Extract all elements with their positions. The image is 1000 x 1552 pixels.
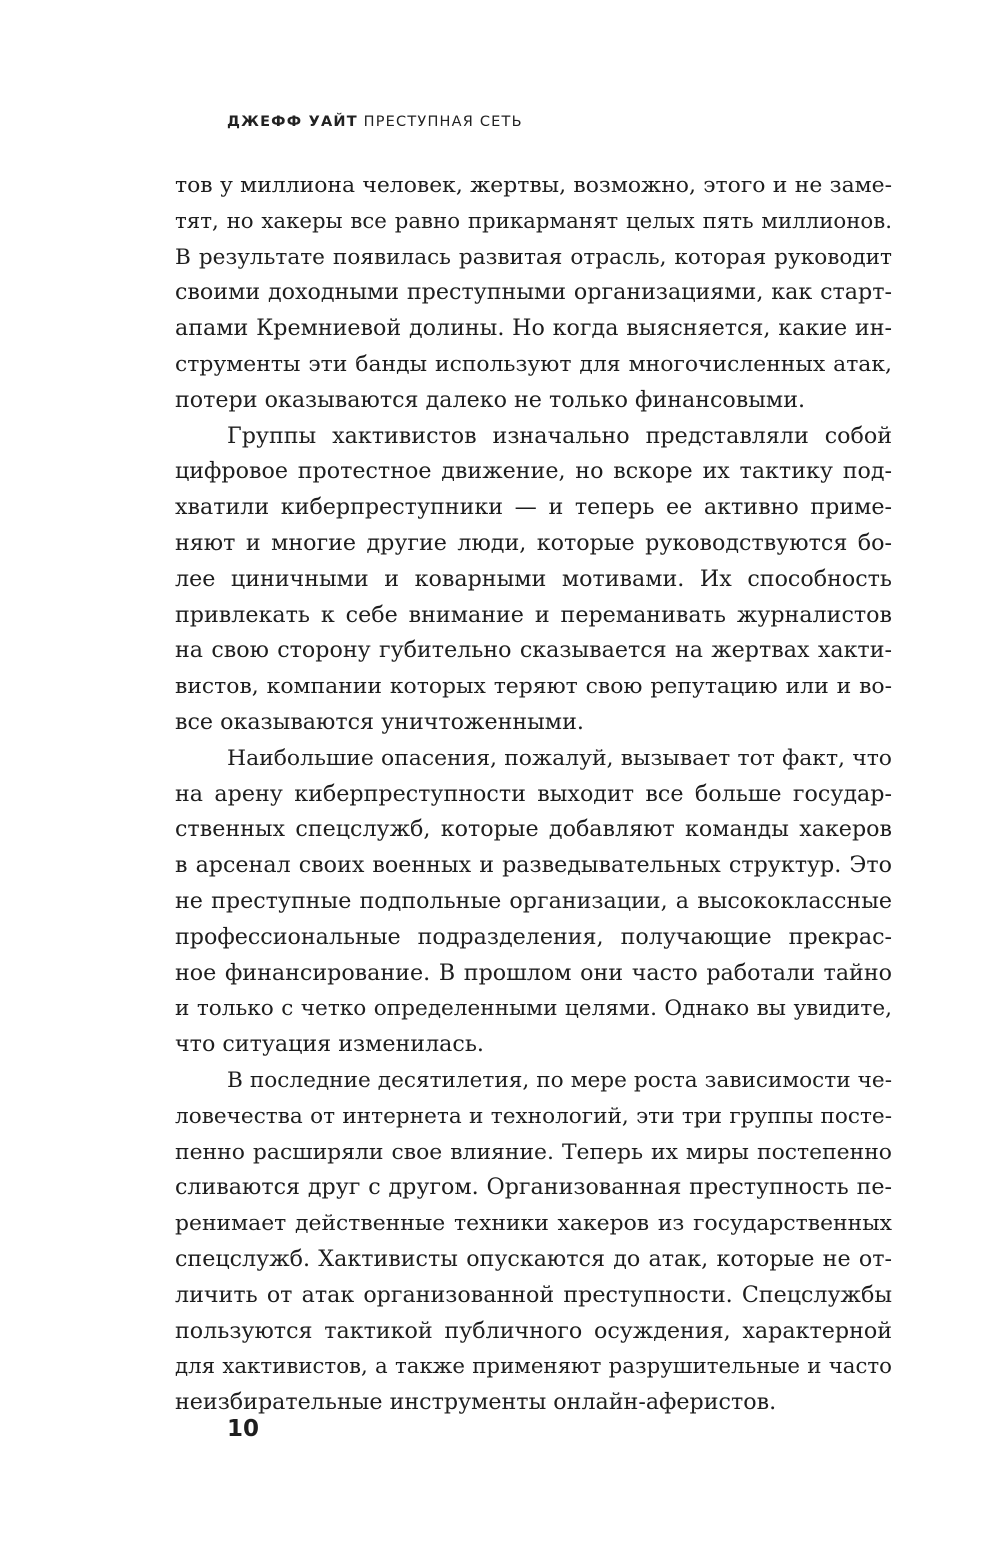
text-line: привлекать к себе внимание и переманивать журналистов [175, 601, 892, 628]
text-line: на свою сторону губительно сказывается на жертвах хакти- [175, 637, 892, 664]
text-line: неизбирательные инструменты онлайн-аферистов. [175, 1389, 777, 1416]
text-line: сливаются друг с другом. Организованная преступность пе- [175, 1174, 892, 1201]
text-line: не преступные подпольные организации, а высококлассные [175, 887, 892, 914]
text-line: на арену киберпреступности выходит все больше государ- [175, 780, 892, 807]
text-line: все оказываются уничтоженными. [175, 708, 584, 735]
text-line: апами Кремниевой долины. Но когда выясняется, какие ин- [175, 315, 892, 342]
running-head-author: ДЖЕФФ УАЙТ [227, 114, 358, 130]
text-line: Группы хактивистов изначально представляли собой [227, 422, 892, 449]
text-line: для хактивистов, а также применяют разрушительные и часто [175, 1354, 892, 1380]
paragraph [175, 168, 892, 419]
text-line: ренимает действенные техники хакеров из государственных [175, 1211, 892, 1237]
text-line: няют и многие другие люди, которые руководствуются бо- [175, 529, 892, 556]
text-line: спецслужб. Хактивисты опускаются до атак, которые не от- [175, 1245, 892, 1272]
text-line: личить от атак организованной преступности. Спецслужбы [175, 1281, 892, 1308]
text-line: своими доходными преступными организациями, как старт- [175, 279, 892, 306]
text-line: что ситуация изменилась. [175, 1031, 484, 1058]
paragraph [175, 419, 892, 741]
text-line: пенно расширяли свое влияние. Теперь их миры постепенно [175, 1139, 892, 1165]
text-line: пользуются тактикой публичного осуждения, характерной [175, 1317, 892, 1344]
text-line: лее циничными и коварными мотивами. Их способность [175, 565, 892, 592]
text-line: ное финансирование. В прошлом они часто работали тайно [175, 959, 892, 986]
text-line: Наибольшие опасения, пожалуй, вызывает тот факт, что [227, 745, 892, 771]
text-line: В последние десятилетия, по мере роста зависимости че- [227, 1067, 892, 1093]
text-line: ловечества от интернета и технологий, эти три группы посте- [175, 1103, 892, 1129]
text-line: потери оказываются далеко не только финансовыми. [175, 386, 806, 413]
text-line: В результате появилась развитая отрасль, которая руководит [175, 244, 892, 270]
text-line: хватили киберпреступники — и теперь ее активно приме- [175, 494, 892, 521]
running-head [227, 114, 523, 130]
text-line: вистов, компании которых теряют свою репутацию или и во- [175, 674, 892, 700]
text-line: в арсенал своих военных и разведывательных структур. Это [175, 852, 892, 879]
paragraph [175, 1063, 892, 1421]
page-number: 10 [227, 1416, 260, 1442]
body-text [175, 168, 892, 1421]
text-line: цифровое протестное движение, но вскоре их тактику под- [175, 458, 892, 485]
text-line: профессиональные подразделения, получающие прекрас- [175, 923, 892, 950]
text-line: и только с четко определенными целями. Однако вы увидите, [175, 996, 892, 1022]
text-line: ственных спецслужб, которые добавляют команды хакеров [175, 816, 892, 843]
running-head-title: ПРЕСТУПНАЯ СЕТЬ [363, 114, 523, 130]
text-line: тов у миллиона человек, жертвы, возможно, этого и не заме- [175, 173, 892, 198]
text-line: струменты эти банды используют для многочисленных атак, [175, 351, 892, 377]
text-line: тят, но хакеры все равно прикарманят целых пять миллионов. [175, 208, 892, 234]
paragraph [175, 741, 892, 1063]
